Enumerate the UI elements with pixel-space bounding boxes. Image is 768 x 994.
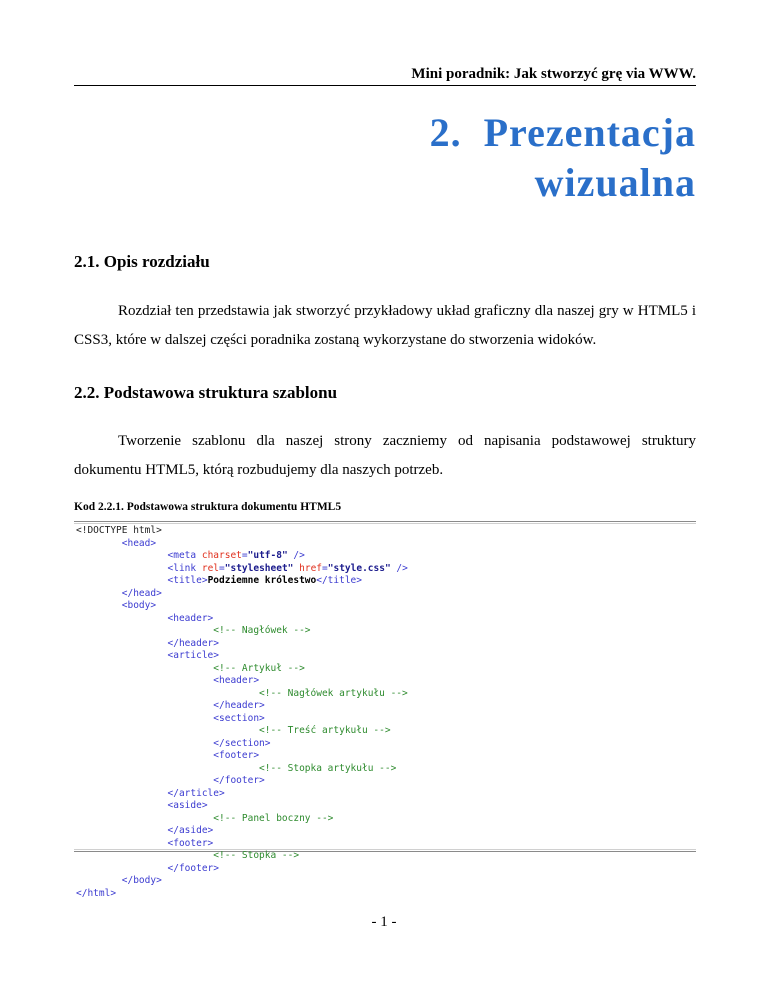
code-token-tag: <section> [213, 712, 265, 724]
code-token-comment: <!-- Artykuł --> [213, 662, 305, 674]
running-header: Mini poradnik: Jak stworzyć grę via WWW. [411, 66, 696, 82]
code-line [76, 588, 408, 601]
code-line [76, 725, 408, 738]
code-line [76, 625, 408, 638]
code-line [76, 638, 408, 651]
code-token-tag: <article> [167, 650, 219, 661]
code-token-text [76, 788, 168, 799]
section-heading-2-1: 2.1. Opis rozdziału [74, 252, 210, 271]
section-paragraph-2-1: Rozdział ten przedstawia jak stworzyć przykładowy układ graficzny dla naszej gry w HTML5 i CSS3, które w dalszej części poradnika zostaną wykorzystane do stworzenia widoków. [74, 303, 696, 348]
code-token-text [76, 575, 168, 586]
code-token-str: "utf-8" [247, 550, 288, 561]
code-line [76, 763, 408, 776]
code-token-text: <!DOCTYPE html> [76, 525, 162, 536]
code-token-tag: <head> [121, 537, 157, 549]
code-line [76, 800, 408, 813]
code-line [76, 850, 408, 863]
code-token-tag: <title> [167, 575, 208, 586]
code-token-text [76, 725, 259, 736]
code-token-tag: /> [287, 550, 305, 561]
code-token-text [76, 800, 168, 811]
code-line [76, 675, 408, 688]
code-token-tag: </header> [167, 637, 219, 649]
code-listing [74, 521, 696, 899]
code-token-text [76, 838, 168, 849]
code-line [76, 713, 408, 726]
code-token-tag: </title> [316, 575, 362, 586]
code-token-attr: rel [201, 562, 220, 574]
code-line [76, 875, 408, 888]
code-token-text [76, 688, 259, 699]
code-token-text [76, 875, 122, 886]
chapter-title-line-2: wizualna [534, 160, 696, 205]
code-caption: Kod 2.2.1. Podstawowa struktura dokumentu HTML5 [74, 501, 342, 513]
code-token-comment: <!-- Nagłówek artykułu --> [259, 687, 408, 699]
code-token-text [76, 763, 259, 774]
code-token-text [76, 563, 168, 574]
code-token-text [76, 625, 213, 636]
chapter-title-line-1: 2. Prezentacja [429, 110, 696, 155]
code-token-tag: </head> [121, 587, 162, 599]
code-token-tag: <footer> [167, 837, 214, 849]
code-line [76, 688, 408, 701]
code-token-text [76, 588, 122, 599]
code-token-tag: </aside> [167, 825, 214, 836]
code-token-tag: </footer> [213, 775, 265, 786]
code-token-tag: <footer> [213, 750, 260, 761]
code-token-str: "style.css" [327, 562, 391, 574]
code-token-comment: <!-- Nagłówek --> [213, 625, 311, 636]
code-line [76, 788, 408, 801]
code-token-tag: </html> [76, 887, 117, 899]
code-token-tag: <header> [213, 675, 260, 686]
code-line [76, 700, 408, 713]
code-line [76, 575, 408, 588]
code-token-tag: = [322, 562, 328, 574]
code-line [76, 888, 408, 901]
code-line [76, 538, 408, 551]
code-token-text [76, 863, 168, 874]
code-token-tag: = [241, 550, 248, 561]
code-token-comment: <!-- Stopka --> [213, 850, 300, 861]
code-token-tag: <header> [167, 612, 214, 624]
code-line [76, 550, 408, 563]
code-token-str: "stylesheet" [224, 562, 294, 574]
section-heading-2-2: 2.2. Podstawowa struktura szablonu [74, 383, 338, 402]
code-token-text [76, 813, 213, 824]
code-line [76, 600, 408, 613]
code-token-text [76, 775, 213, 786]
code-line [76, 738, 408, 751]
code-line [76, 525, 408, 538]
code-token-tag: </footer> [167, 862, 219, 874]
code-token-text [76, 750, 213, 761]
code-line [76, 825, 408, 838]
code-token-text [76, 550, 168, 561]
code-token-text [76, 825, 168, 836]
code-line [76, 775, 408, 788]
code-line [76, 750, 408, 763]
code-line [76, 613, 408, 626]
code-token-attr: charset [201, 550, 242, 561]
code-token-text [76, 663, 213, 674]
code-token-tag: <body> [121, 600, 157, 611]
code-token-tag: = [219, 562, 225, 574]
code-token-bold: Podziemne królestwo [207, 575, 317, 586]
code-line [76, 838, 408, 851]
code-token-text [76, 650, 168, 661]
chapter-title [430, 108, 696, 208]
code-token-text [76, 675, 213, 686]
header-rule [74, 85, 696, 86]
code-token-text [76, 538, 122, 549]
code-token-tag: </article> [167, 787, 225, 799]
code-token-text [76, 638, 168, 649]
code-token-tag: </body> [121, 875, 162, 886]
code-token-attr: href [299, 562, 323, 574]
code-token-text [76, 613, 168, 624]
code-token-comment: <!-- Panel boczny --> [213, 812, 334, 824]
code-token-comment: <!-- Treść artykułu --> [259, 725, 391, 736]
code-token-tag: </section> [213, 737, 271, 749]
code-lines [76, 525, 408, 900]
page-number: - 1 - [371, 914, 397, 930]
code-token-text [76, 713, 213, 724]
code-token-text [76, 850, 213, 861]
code-line [76, 813, 408, 826]
code-token-comment: <!-- Stopka artykułu --> [259, 762, 397, 774]
code-token-tag: /> [390, 562, 408, 574]
code-line [76, 863, 408, 876]
code-token-tag: <link [167, 562, 202, 574]
code-token-tag: <aside> [167, 800, 208, 811]
code-line [76, 650, 408, 663]
code-token-text [76, 700, 213, 711]
code-token-tag: <meta [167, 550, 202, 561]
code-token-text [76, 738, 213, 749]
section-paragraph-2-2: Tworzenie szablonu dla naszej strony zaczniemy od napisania podstawowej struktury dokumentu HTML5, którą rozbudujemy dla naszych potrzeb. [74, 433, 696, 478]
code-line [76, 563, 408, 576]
code-line [76, 663, 408, 676]
code-token-tag: </header> [213, 700, 265, 711]
code-token-text [76, 600, 122, 611]
